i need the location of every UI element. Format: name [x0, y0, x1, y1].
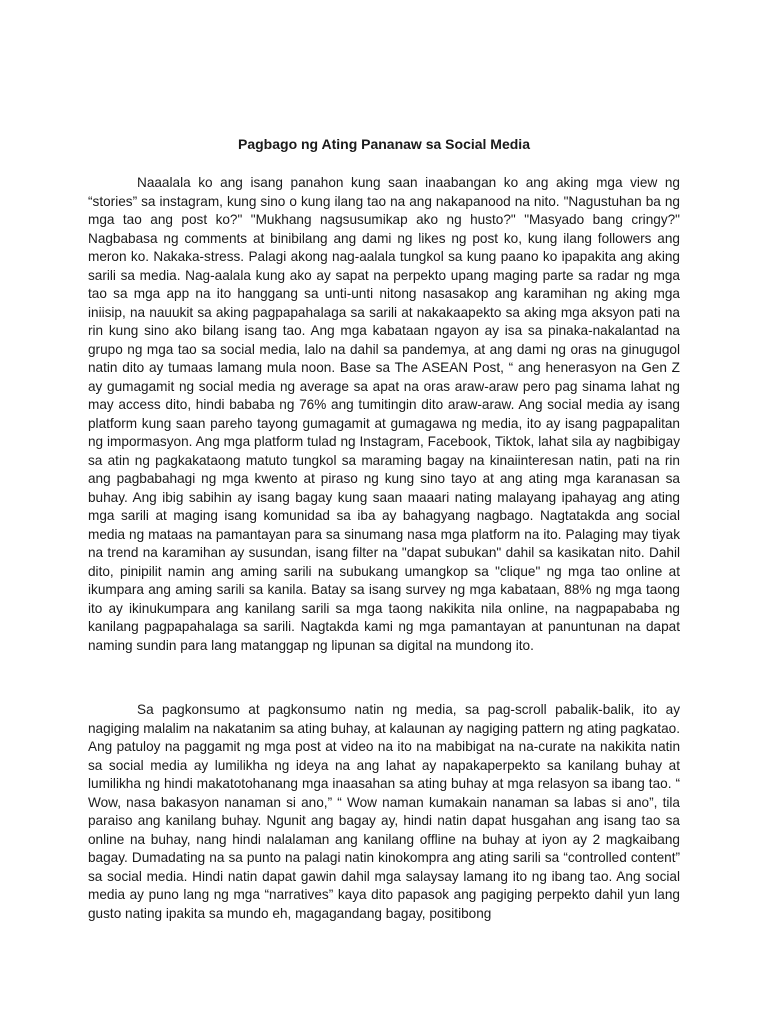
- body-paragraph-2: Sa pagkonsumo at pagkonsumo natin ng media, sa pag-scroll pabalik-balik, ito ay nagiging malalim na nakatanim sa ating buhay, at kalaunan ay nagiging pattern ng ating pagkatao. Ang patuloy na paggamit ng mga post at video na ito na mabibigat na na-curate na nakikita natin sa social media ay lumilikha ng ideya na ang lahat ay napakaperpekto sa kanilang buhay at lumilikha ng hindi makatotohanang mga inaasahan sa ating buhay at mga relasyon sa ibang tao. “ Wow, nasa bakasyon nanaman si ano,” “ Wow naman kumakain nanaman sa labas si ano”, tila paraiso ang kanilang buhay. Ngunit ang bagay ay, hindi natin dapat husgahan ang isang tao sa online na buhay, nang hindi nalalaman ang kanilang offline na buhay at iyon ay 2 magkaibang bagay. Dumadating na sa punto na palagi natin kinokompra ang ating sarili sa “controlled content” sa social media. Hindi natin dapat gawin dahil mga salaysay lamang ito ng ibang tao. Ang social media ay puno lang ng mga “narratives” kaya dito papasok ang pagiging perpekto dahil yun lang gusto nating ipakita sa mundo eh, magagandang bagay, positibong: [88, 702, 680, 921]
- body-paragraph-1: Naaalala ko ang isang panahon kung saan inaabangan ko ang aking mga view ng “stories” sa instagram, kung sino o kung ilang tao na ang nakapanood na nito. "Nagustuhan ba ng mga tao ang post ko?" "Mukhang nagsusumikap ako ng husto?" "Masyado bang cringy?" Nagbabasa ng comments at binibilang ang dami ng likes ng post ko, kung ilang followers ang meron ko. Nakaka-stress. Palagi akong nag-aalala tungkol sa kung paano ko ipapakita ang aking sarili sa media. Nag-aalala kung ako ay sapat na perpekto upang maging parte sa radar ng mga tao sa mga app na ito hanggang sa unti-unti nitong nasasakop ang karamihan ng aking mga iniisip, na nauukit sa aking pagpapahalaga sa sarili at nakakaapekto sa aking mga aksyon pati na rin kung sino ako bilang isang tao. Ang mga kabataan ngayon ay isa sa pinaka-nakalantad na grupo ng mga tao sa social media, lalo na dahil sa pandemya, at ang dami ng oras na ginugugol natin dito ay tumaas lamang mula noon. Base sa The ASEAN Post, “ ang henerasyon na Gen Z ay gumagamit ng social media ng average sa apat na oras araw-araw pero pag sinama lahat ng may access dito, hindi bababa ng 76% ang tumitingin dito araw-araw. Ang social media ay isang platform kung saan pareho tayong gumagamit at gumagawa ng media, ito ay isang pagpapalitan ng impormasyon. Ang mga platform tulad ng Instagram, Facebook, Tiktok, lahat sila ay nagbibigay sa atin ng pagkakataong matuto tungkol sa maraming bagay na kinaiinteresan natin, pati na rin ang pagbabahagi ng mga kwento at piraso ng kung sino tayo at ang ating mga karanasan sa buhay. Ang ibig sabihin ay isang bagay kung saan maaari nating malayang ipahayag ang ating mga sarili at maging isang komunidad sa iba ay bahagyang nagbago. Nagtatakda ang social media ng mataas na pamantayan para sa sinumang nasa mga platform na ito. Palaging may tiyak na trend na karamihan ay susundan, isang filter na "dapat subukan" dahil sa kasikatan nito. Dahil dito, pinipilit namin ang aming sarili na subukang umangkop sa "clique" ng mga tao online at ikumpara ang aming sarili sa kanila. Batay sa isang survey ng mga kabataan, 88% ng mga taong ito ay ikinukumpara ang kanilang sarili sa mga taong nakikita nila online, na nagpapababa ng kanilang pagpapahalaga sa sarili. Nagtakda kami ng mga pamantayan at panuntunan na dapat naming sundin para lang matanggap ng lipunan sa digital na mundong ito.: [88, 175, 680, 653]
- document-title: Pagbago ng Ating Pananaw sa Social Media: [238, 136, 530, 152]
